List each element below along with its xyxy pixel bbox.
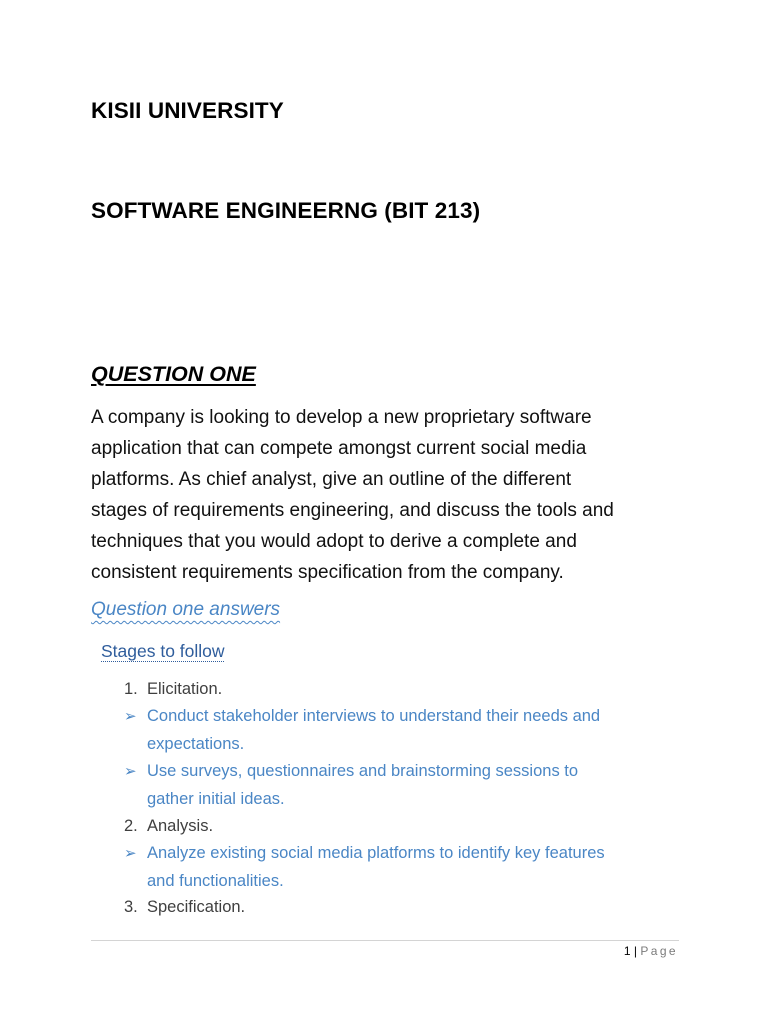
bullet-item <box>124 758 684 813</box>
question-line: application that can compete amongst current social media <box>91 438 587 459</box>
footer-divider <box>91 940 679 941</box>
page-footer <box>624 944 678 958</box>
university-title: KISII UNIVERSITY <box>91 98 284 123</box>
list-item-text: Use surveys, questionnaires and brainstorming sessions to <box>147 762 579 780</box>
course-title: SOFTWARE ENGINEERNG (BIT 213) <box>91 198 481 223</box>
numbered-item <box>124 676 684 704</box>
bullet-item <box>124 703 684 758</box>
list-item-text: Analyze existing social media platforms to identify key features <box>147 844 605 862</box>
question-body <box>91 402 701 588</box>
question-heading: QUESTION ONE <box>91 362 256 386</box>
list-number: 2. <box>124 817 138 835</box>
list-item-text: gather initial ideas. <box>147 789 285 808</box>
list-number: 3. <box>124 898 138 916</box>
list-item-text: Elicitation. <box>147 680 223 698</box>
arrow-bullet-icon: ➢ <box>124 708 137 725</box>
numbered-item <box>124 894 684 922</box>
numbered-item <box>124 813 684 841</box>
list-item-text: Conduct stakeholder interviews to understand their needs and <box>147 707 601 725</box>
list-item-text: Specification. <box>147 898 246 916</box>
question-line: consistent requirements specification from the company. <box>91 562 564 583</box>
list-item-text: and functionalities. <box>147 871 284 890</box>
question-line: A company is looking to develop a new proprietary software <box>91 407 592 428</box>
page-label: Page <box>640 944 678 958</box>
answers-heading: Question one answers <box>91 599 281 620</box>
page-number: 1 <box>623 944 631 958</box>
question-line: stages of requirements engineering, and discuss the tools and <box>91 500 614 521</box>
question-line: platforms. As chief analyst, give an outline of the different <box>91 469 572 490</box>
list-number: 1. <box>124 680 138 698</box>
list-item-text: Analysis. <box>147 817 214 835</box>
list-item-text: expectations. <box>147 734 245 753</box>
arrow-bullet-icon: ➢ <box>124 763 137 780</box>
stages-heading-link[interactable]: Stages to follow <box>101 641 225 661</box>
footer-separator: | <box>633 944 638 958</box>
bullet-item <box>124 840 684 895</box>
arrow-bullet-icon: ➢ <box>124 845 137 862</box>
question-line: techniques that you would adopt to derive a complete and <box>91 531 577 552</box>
